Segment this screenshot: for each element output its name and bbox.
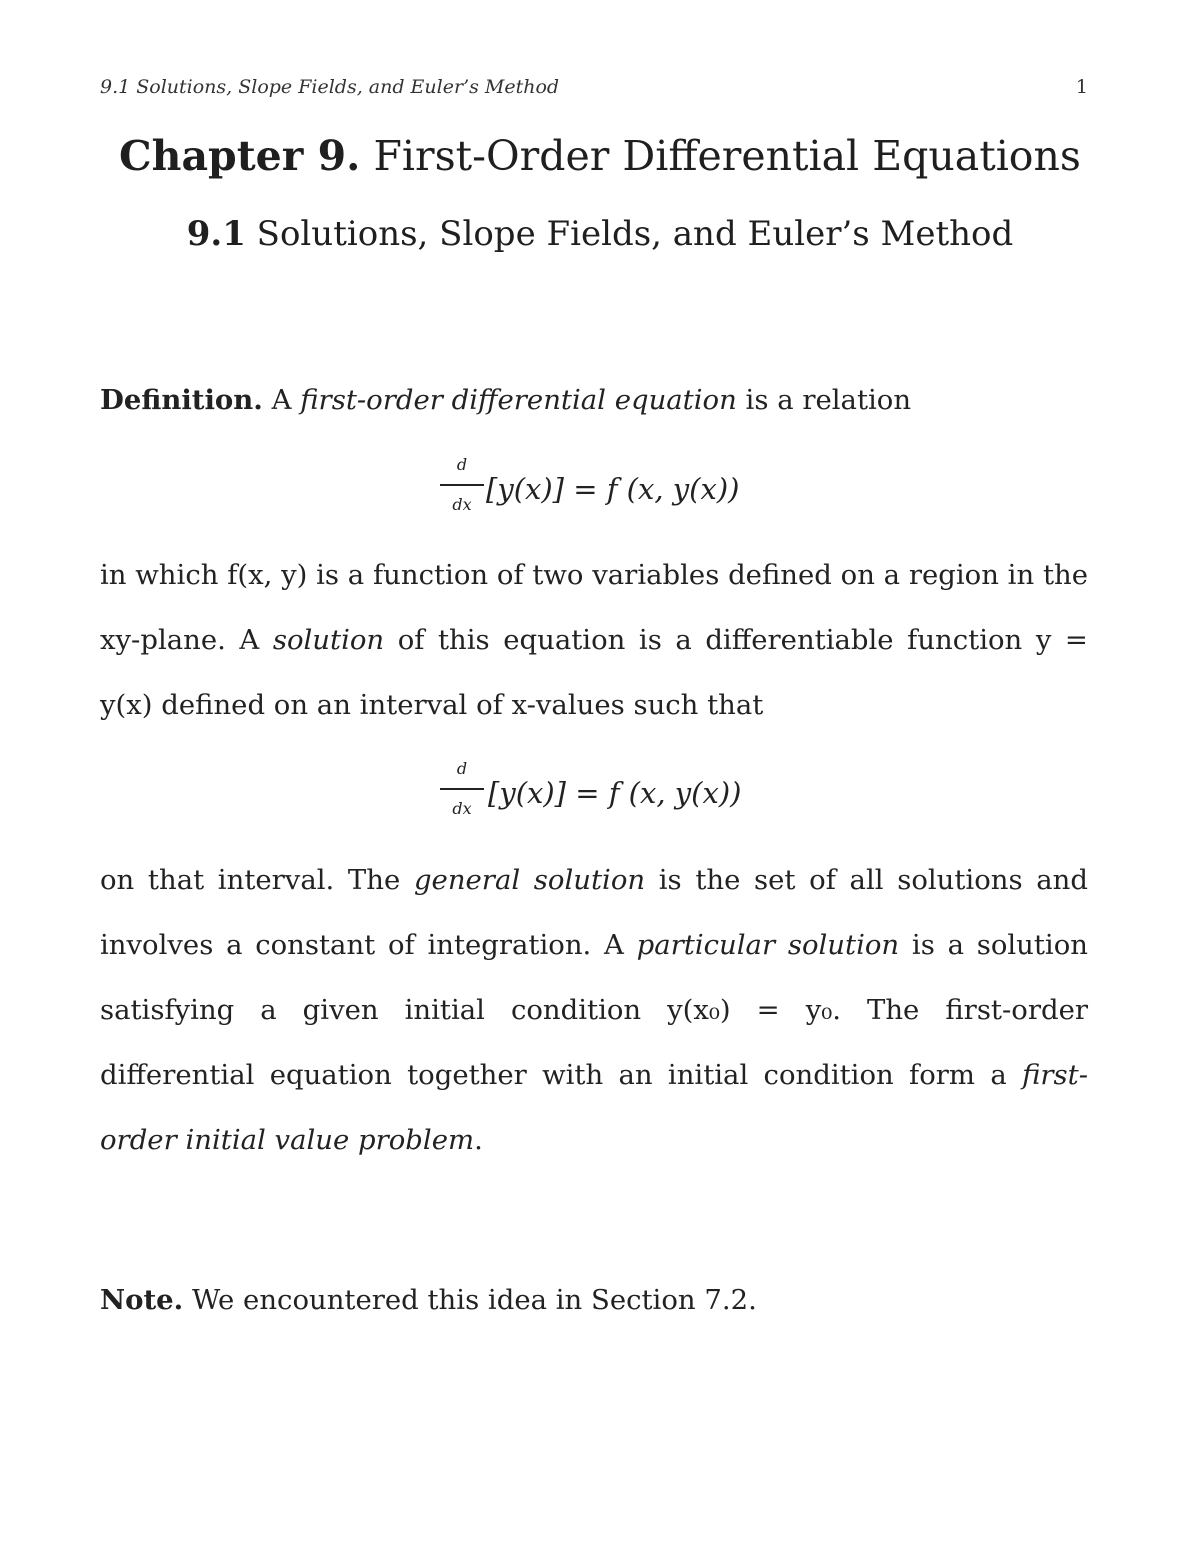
fraction-bar <box>440 788 484 790</box>
definition-text-4: is the set of all solutions and involves a constant of integration. A <box>100 864 1088 961</box>
fraction-denominator: dx <box>452 495 472 514</box>
running-title: 9.1 Solutions, Slope Fields, and Euler’s Method <box>100 76 560 98</box>
chapter-label: Chapter 9. <box>119 132 361 180</box>
term-particular-solution: particular solution <box>636 929 900 961</box>
definition-text-1: in which f(x, y) is a function of two variables defined on a region in the xy-plane. A <box>100 559 1088 656</box>
fraction-numerator: d <box>456 455 468 474</box>
note-text: We encountered this idea in Section 7.2. <box>192 1284 757 1316</box>
derivative-fraction <box>440 752 484 826</box>
note-label: Note. <box>100 1284 184 1316</box>
fraction-numerator: d <box>456 759 468 778</box>
definition-text-3: on that interval. The <box>100 864 401 896</box>
fraction-bar <box>440 484 484 486</box>
section-number: 9.1 <box>186 214 246 254</box>
definition-label: Definition. <box>100 384 263 416</box>
definition-body-2 <box>100 848 1088 1173</box>
equation-rhs: [y(x)] = f (x, y(x)) <box>488 776 742 810</box>
definition-text-2: of this equation is a differentiable function y = y(x) defined on an interval of x-values such that <box>100 624 1088 721</box>
term-solution: solution <box>272 624 385 656</box>
fraction-denominator: dx <box>452 799 472 818</box>
section-heading <box>0 214 1200 254</box>
equation-rhs: [y(x)] = f (x, y(x)) <box>486 472 740 506</box>
derivative-fraction <box>440 448 484 522</box>
term-general-solution: general solution <box>413 864 646 896</box>
chapter-title: First-Order Differential Equations <box>373 132 1081 180</box>
definition-intro <box>100 368 1088 433</box>
term-initial-value-problem: first-order initial value problem <box>100 1059 1089 1156</box>
definition-body-1 <box>100 543 1088 738</box>
equation-1 <box>0 448 1200 528</box>
definition-intro-b: is a relation <box>745 384 912 416</box>
note-paragraph <box>100 1268 1088 1333</box>
page-number: 1 <box>1075 76 1088 98</box>
section-title: Solutions, Slope Fields, and Euler’s Method <box>256 214 1014 254</box>
term-first-order-de: first-order differential equation <box>300 384 737 416</box>
definition-text-5: is a solution satisfying a given initial condition y(x₀) = y₀. The first-order differential equation together with an initial condition form a <box>100 929 1088 1091</box>
chapter-heading <box>0 132 1200 180</box>
definition-intro-a: A <box>271 384 292 416</box>
equation-2 <box>0 752 1200 832</box>
definition-text-6: . <box>474 1124 483 1156</box>
running-header <box>100 76 1088 98</box>
